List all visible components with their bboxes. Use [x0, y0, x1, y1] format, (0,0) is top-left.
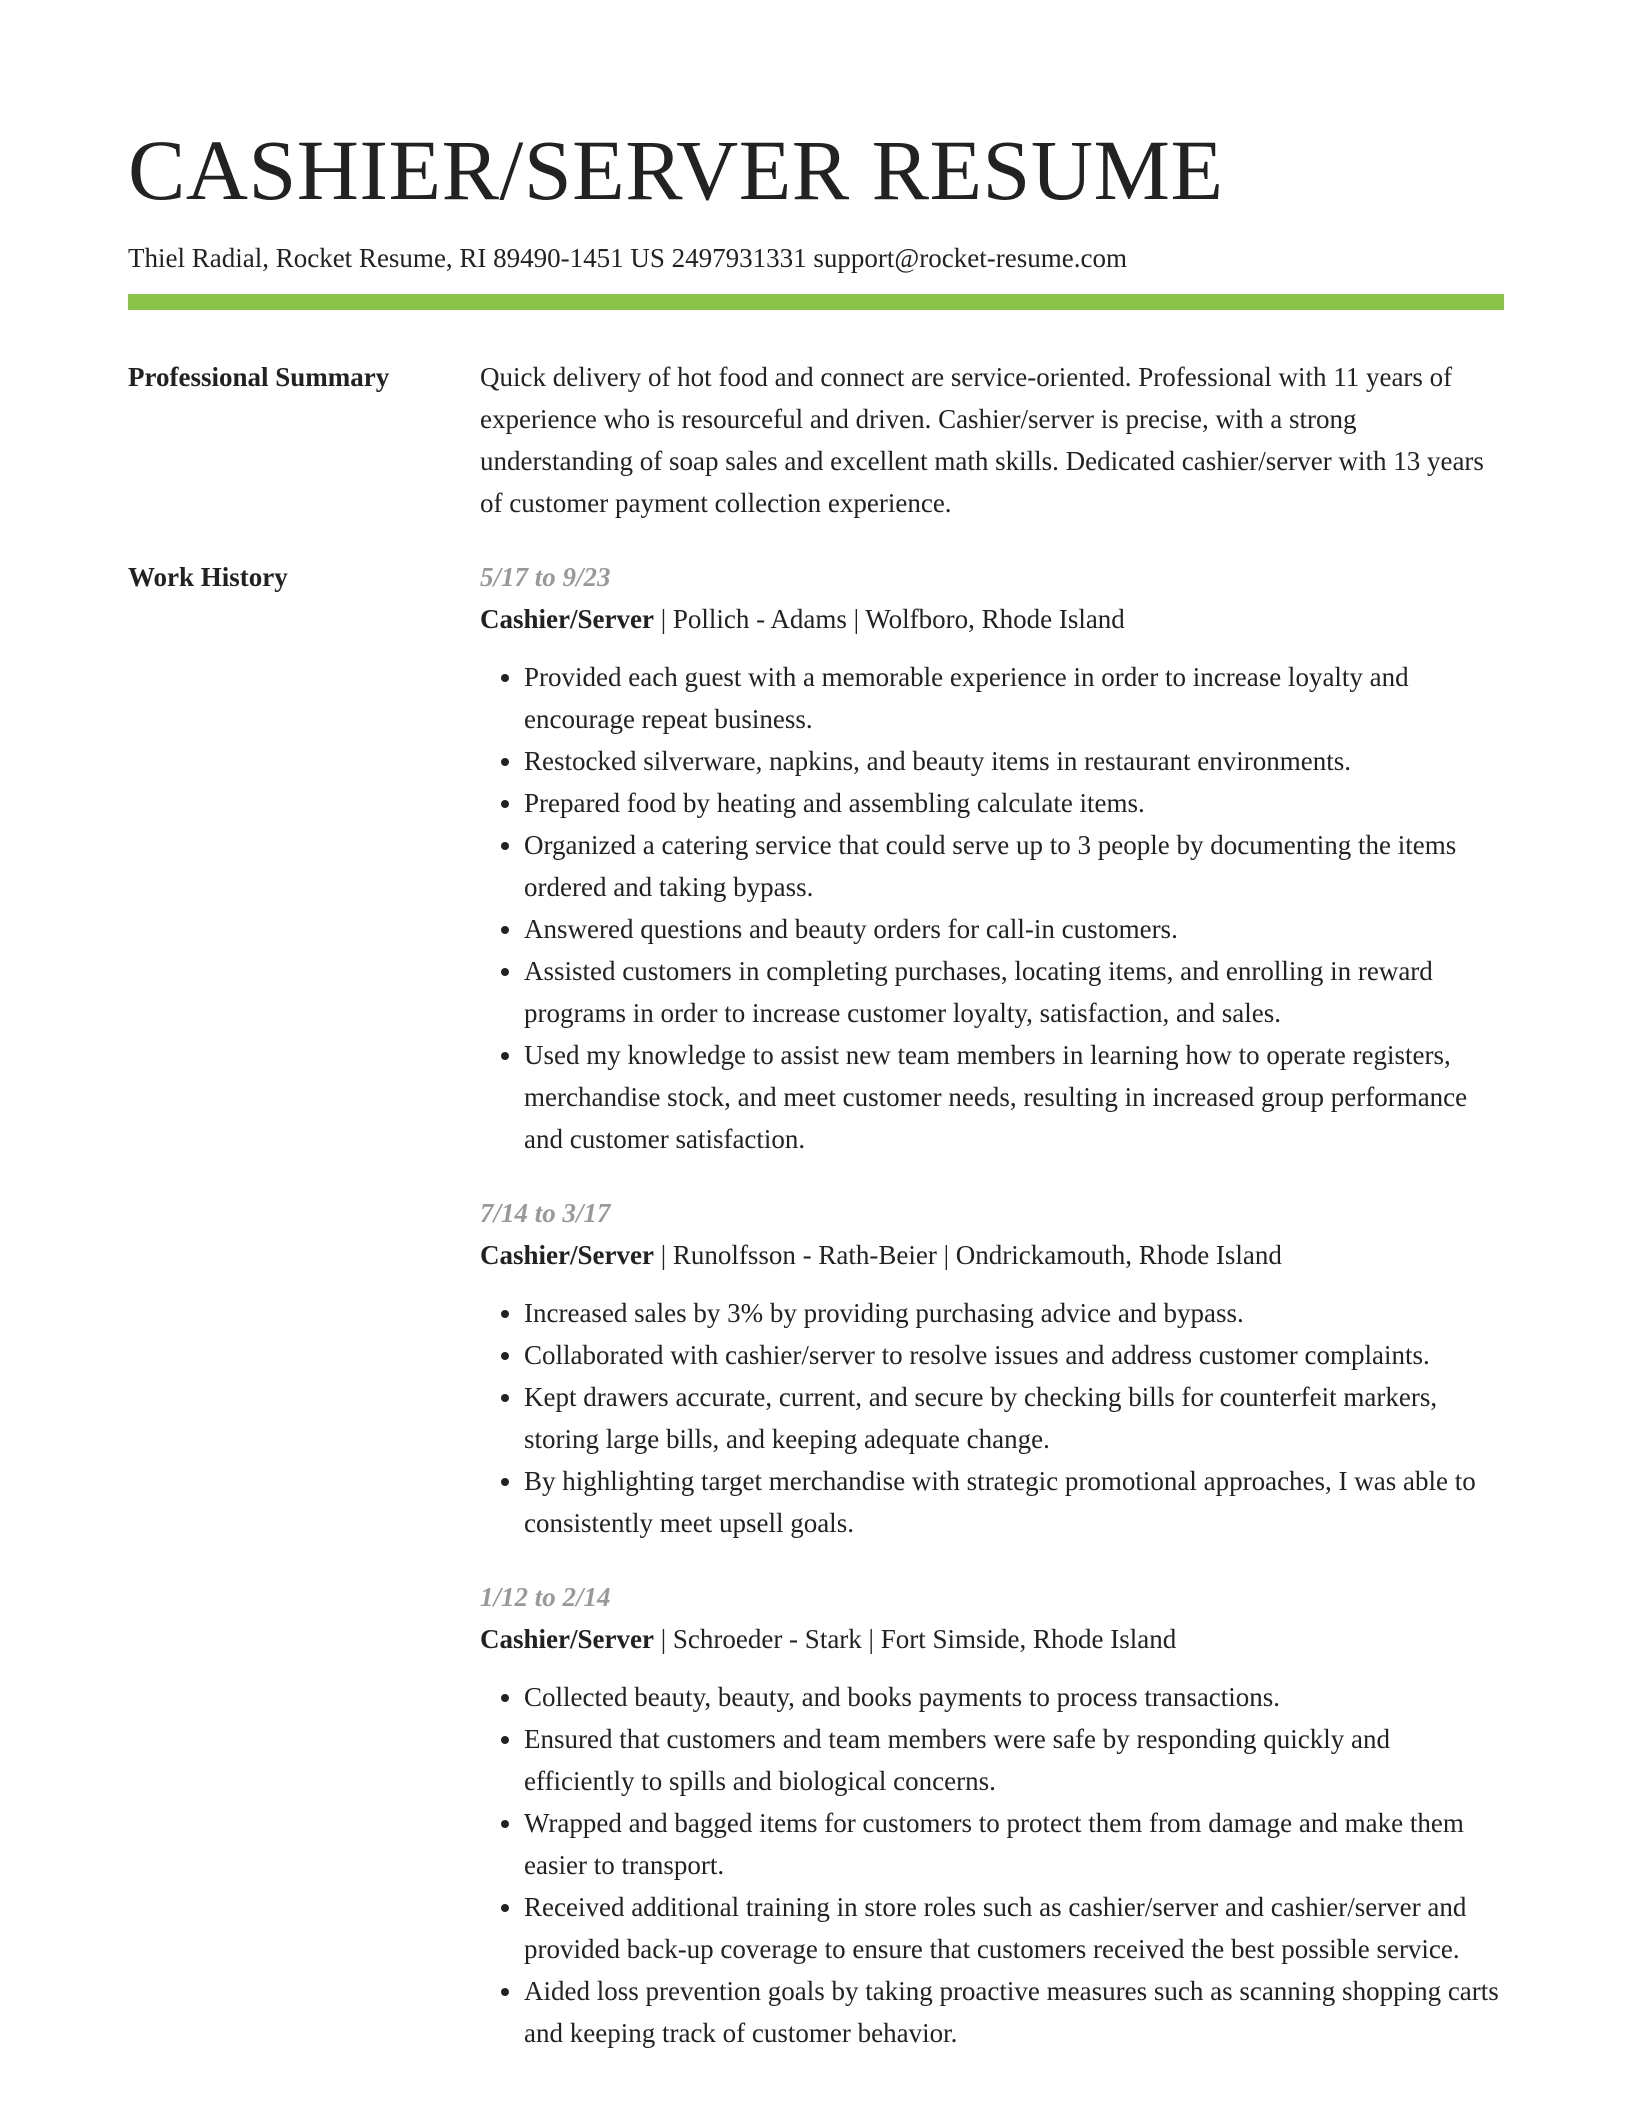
job-entry: [480, 556, 1504, 1160]
job-employer-location: | Schroeder - Stark | Fort Simside, Rhode Island: [653, 1624, 1177, 1654]
resume-page: [128, 0, 1504, 2054]
job-entry: [480, 1192, 1504, 1544]
summary-body: [480, 356, 1504, 524]
job-bullet: • Answered questions and beauty orders for call-in customers.: [524, 908, 1504, 950]
summary-text: Quick delivery of hot food and connect are service-oriented. Professional with 11 years of experience who is resourceful and driven. Cashier/server is precise, with a strong understanding of soap sales and excellent math skills. Dedicated cashier/server with 13 years of customer payment collection experience.: [480, 362, 1484, 518]
job-bullet: • Kept drawers accurate, current, and secure by checking bills for counterfeit markers, storing large bills, and keeping adequate change.: [524, 1376, 1504, 1460]
job-employer-location: | Runolfsson - Rath-Beier | Ondrickamouth, Rhode Island: [653, 1240, 1282, 1270]
job-dates: 1/12 to 2/14: [480, 1582, 611, 1612]
header-divider: [128, 294, 1504, 310]
job-employer-location: | Pollich - Adams | Wolfboro, Rhode Island: [653, 604, 1125, 634]
job-heading: [480, 1618, 1504, 1660]
work-history-section: [128, 556, 1504, 2054]
job-bullet: • Assisted customers in completing purchases, locating items, and enrolling in reward programs in order to increase customer loyalty, satisfaction, and sales.: [524, 950, 1504, 1034]
job-bullet: • Provided each guest with a memorable experience in order to increase loyalty and encourage repeat business.: [524, 656, 1504, 740]
job-heading: [480, 1234, 1504, 1276]
professional-summary-section: [128, 356, 1504, 524]
job-bullet: • Used my knowledge to assist new team members in learning how to operate registers, merchandise stock, and meet customer needs, resulting in increased group performance and customer satisfaction.: [524, 1034, 1504, 1160]
job-dates: 5/17 to 9/23: [480, 562, 611, 592]
job-bullet: • Ensured that customers and team members were safe by responding quickly and efficiently to spills and biological concerns.: [524, 1718, 1504, 1802]
job-bullet: • Collaborated with cashier/server to resolve issues and address customer complaints.: [524, 1334, 1504, 1376]
job-entry: [480, 1576, 1504, 2054]
job-title: Cashier/Server: [480, 1624, 654, 1654]
job-bullet: • Received additional training in store roles such as cashier/server and cashier/server and provided back-up coverage to ensure that customers received the best possible service.: [524, 1886, 1504, 1970]
section-label-summary: Professional Summary: [128, 362, 390, 392]
job-heading: [480, 598, 1504, 640]
job-bullet-list: [480, 656, 1504, 1160]
job-dates: 7/14 to 3/17: [480, 1198, 611, 1228]
job-bullet: • By highlighting target merchandise with strategic promotional approaches, I was able to consistently meet upsell goals.: [524, 1460, 1504, 1544]
job-bullet: • Collected beauty, beauty, and books payments to process transactions.: [524, 1676, 1504, 1718]
job-bullet-list: [480, 1676, 1504, 2054]
contact-line: Thiel Radial, Rocket Resume, RI 89490-1451 US 2497931331 support@rocket-resume.com: [128, 243, 1127, 273]
job-bullet: • Wrapped and bagged items for customers to protect them from damage and make them easier to transport.: [524, 1802, 1504, 1886]
job-bullet: • Aided loss prevention goals by taking proactive measures such as scanning shopping carts and keeping track of customer behavior.: [524, 1970, 1504, 2054]
job-bullet-list: [480, 1292, 1504, 1544]
work-history-body: [480, 556, 1504, 2054]
resume-title: CASHIER/SERVER RESUME: [128, 122, 1224, 218]
job-title: Cashier/Server: [480, 1240, 654, 1270]
job-bullet: • Increased sales by 3% by providing purchasing advice and bypass.: [524, 1292, 1504, 1334]
job-bullet: • Prepared food by heating and assembling calculate items.: [524, 782, 1504, 824]
job-bullet: • Restocked silverware, napkins, and beauty items in restaurant environments.: [524, 740, 1504, 782]
section-label-work-history: Work History: [128, 562, 288, 592]
job-bullet: • Organized a catering service that could serve up to 3 people by documenting the items ordered and taking bypass.: [524, 824, 1504, 908]
job-title: Cashier/Server: [480, 604, 654, 634]
